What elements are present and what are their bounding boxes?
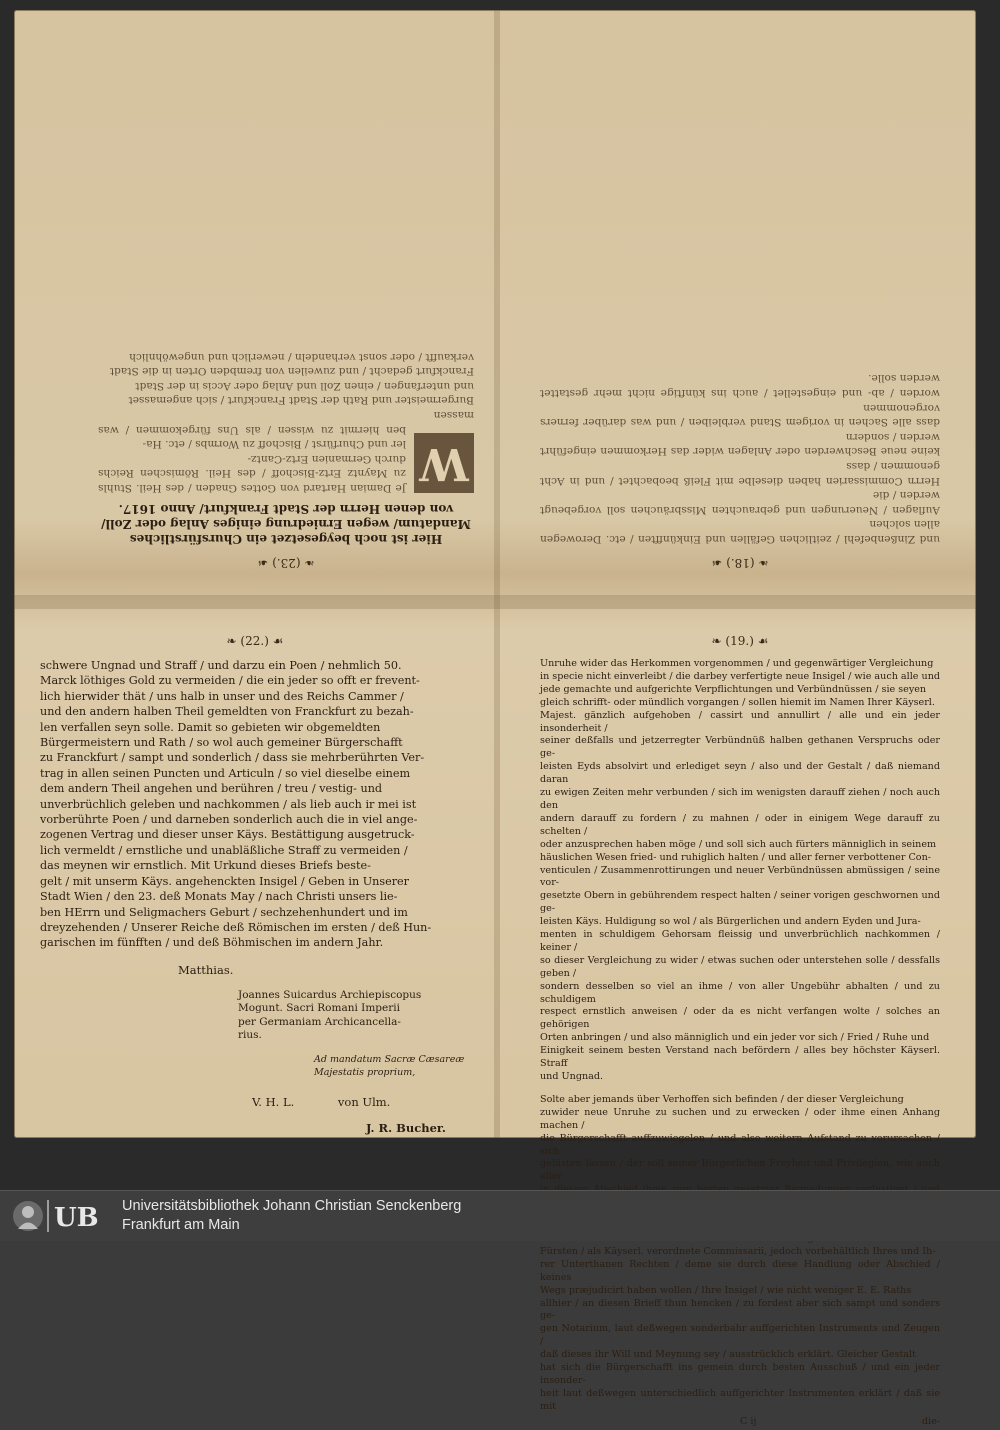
page-number: (22.) (240, 634, 269, 648)
text-line: Fürsten / als Käyserl. verordnete Commissarii, jedoch vorbehältlich Ihres und Ih- (540, 1245, 936, 1257)
text-line: seiner deßfalls und jetzerregter Verbündnüß halben gethanen Verspruchs oder ge- (540, 735, 940, 760)
lower-right-page: ❧ (19.) ☙ Unruhe wider das Herkommen vorgenommen / und gegenwärtiger Vergleichung in specie nicht einverleibt / die darbey verfertigte neue Insigel / wie auch alle und jede gemachte und aufgerichte Verpflichtungen und Verbündnüssen / sie seyen gleich schrifft- oder mündlich vorgangen / sollen hiemit im Namen Ihrer Käyserl. Majest. gänzlich aufgehoben / cassirt und annullirt / alle und ein jeder insonderheit / seiner deßfalls und jetzerregter Verbündnüß halben gethanen Verspruchs oder ge- leisten Eyds absolvirt und erlediget seyn / also und der Gestalt / daß niemand daran zu ewigen Zeiten mehr verbunden / sich im wenigsten darauff ziehen / noch auch den andern darauff zu fordern / zu mahnen / oder in einigem Wege darauff zu schelten / oder anzusprechen haben möge / und soll sich auch fürters männiglich in seinem häuslichen Wesen fried- und ruhiglich halten / und aller ferner verbottener Con- venticulen / Zusammenrottirungen und neuer Verbündnüssen abmüssigen / seine vor- gesetzte Obern in gebührendem respect halten / seiner vorigen geschwornen und ge- leisten Käys. Huldigung so wol / als Bürgerlichen und andern Eyden und Jura- menten in schuldigem Gehorsam fleissig und unverbrüchlich nachkommen / keiner / so dieser Vergleichung zu wider / etwas suchen oder unterstehen solle / dessfalls geben / sondern desselben so viel an ihme / von aller Ungebühr abhalten / und zu schuldigem respect ernstlich anweisen / oder da es nicht verfangen wolte / solches an gehörigen Orten anbringen / und also männiglich und ein jeder vor sich / Fried / Ruhe und Einigkeit seinem besten Verstand nach befördern / alles bey höchster Käyserl. Straff und Ungnad. Solte aber jemands über Verhoffen sich befinden / der dieser Vergleichung zuwider neue Unruhe zu suchen und zu erwecken / oder ihme einen Anhang machen / die Bürgerschafft auffzuwiegelen / und also weitern Aufstand zu verursachen / sich gelüsten lassen / der soll seiner Bürgerlichen Freyheit und Privilegien, wie auch aller Fürsten / als Käyserl. verordnete Commissarii, jedoch vorbehältlich Ihres und Ih- rer Unterthanen Rechten / deme sie durch diese Handlung oder Abschied / keines Wegs præjudicirt haben wollen / Ihre Insigel / wie nicht weniger E. E. Raths allhier / an diesen Brieff thun hencken / zu fordest aber sich sampt und sonders ge- gen Notarium, laut deßwegen sonderbahr auffgerichten Instruments und Zeugen / daß dieses ihr Will und Meynung sey / ausstrücklich erklärt. Gleicher Gestalt hat sich die Bürgerschafft ins gemein durch besten Ausschuß / und ein jeder insonder- heit laut deßwegen unterschiedlich auffgerichter Instrumenten erklärt / daß sie mit C ij die- (540, 634, 941, 1427)
text-line: per Germaniam Archicancella- (238, 1015, 401, 1028)
text-line: vorberührte Poen / und darneben sonderlich auch die in viel ange- (40, 813, 418, 827)
text-line: unverbrüchlich geleben und nachkommen / als lieb auch ir mei ist (40, 797, 417, 811)
text-line: garischen im fünfften / und deß Böhmischen im andern Jahr. (40, 936, 384, 950)
text-line: dass alle Sachen in vorigem Stand verbleiben / und was darüber ferners vorgenommen (540, 401, 940, 429)
catchword: die- (921, 1415, 940, 1427)
text-line: ler und Churfürst / Bischoff zu Wormbs / etc. Ha- (142, 438, 406, 451)
mandatum-block (314, 1053, 470, 1079)
text-line: Bürgermeistern und Rath / so wol auch gemeiner Bürgerschafft (40, 736, 403, 750)
von-ulm: von Ulm. (337, 1094, 391, 1109)
library-footer (0, 1190, 1000, 1241)
text-line: Solte aber jemands über Verhoffen sich befinden / der dieser Vergleichung (540, 1093, 904, 1105)
dropcap-initial: W (414, 433, 474, 493)
page-number: (23.) (272, 556, 301, 570)
text-line: gelüsten lassen / der soll seiner Bürgerlichen Freyheit und Privilegien, wie auch aller (540, 1158, 940, 1183)
text-line: andern darauff zu fordern / zu mahnen / oder in einigem Wege darauff zu schelten / (540, 812, 940, 837)
text-line: ben HErrn und Seligmachers Geburt / sechzehenhundert und im (40, 905, 408, 919)
text-line: menten in schuldigem Gehorsam fleissig und unverbrüchlich nachkommen / keiner / (540, 929, 940, 953)
text-line: ben hiermit zu wissen / als Uns fürgekommen / was massen (98, 409, 474, 436)
text-line: in specie nicht einverleibt / die darbey verfertigte neue Insigel / wie auch alle und (540, 670, 941, 682)
vertical-fold (494, 10, 500, 1138)
text-line: trag in allen seinen Puncten und Articuln / so viel dieselbe einem (40, 766, 411, 780)
page-number: (18.) (726, 556, 755, 570)
text-line: zu ewigen Zeiten mehr verbunden / sich im wenigsten darauff ziehen / noch auch den (540, 787, 940, 811)
text-line: Burgermeister und Rath der Stadt Franckfurt / sich angemasset (128, 394, 474, 407)
text-line: dreyzehenden / Unserer Reiche deß Römischen im ersten / deß Hun- (40, 920, 432, 934)
text-line: gelt / mit unserm Käys. angehenckten Insigel / Geben in Unserer (40, 874, 410, 888)
text-line: leisten Käys. Huldigung so wol / als Bürgerlichen und andern Eyden und Jura- (540, 916, 921, 928)
text-line: und Ungnad. (540, 1071, 604, 1082)
text-line: gleich schrifft- oder mündlich vorgangen / sollen hiemit im Namen Ihrer Käyserl. (540, 696, 935, 708)
signature-mark: C ij (740, 1415, 757, 1427)
text-line: das meynen wir ernstlich. Mit Urkund dieses Briefs beste- (40, 859, 371, 873)
text-line: len verfallen seyn solle. Damit so gebieten wir obgemeldten (40, 720, 381, 734)
bucher-signature: J. R. Bucher. (366, 1120, 446, 1135)
text-line: Wegs præjudicirt haben wollen / Ihre Insigel / wie nicht weniger E. E. Raths (540, 1284, 912, 1296)
text-line: gesetzte Obern in gebührendem respect halten / seiner vorigen geschwornen und ge- (540, 890, 940, 915)
ub-logo-icon (10, 1196, 110, 1236)
lower-left-page: ❧ (22.) ☙ schwere Ungnad und Straff / und darzu ein Poen / nehmlich 50. Marck löthiges Gold zu vermeiden / die ein jeder so offt er frevent- lich hierwider thät / uns halb in unser und des Reichs Cammer / und den andern halben Theil gemeldten von Franckfurt zu bezah- len verfallen seyn solle. Damit so gebieten wir obgemeldten Bürgermeistern und Rath / so wol auch gemeiner Bürgerschafft zu Franckfurt / sampt und sonderlich / dass sie mehrberührten Ver- trag in allen seinen Puncten und Articuln / so viel dieselbe einem dem andern Theil angehen und berühren / treu / vestig- und unverbrüchlich geleben und nachkommen / als lieb auch ir mei ist vorberührte Poen / und darneben sonderlich auch die in viel ange- zogenen Vertrag und dieser unser Käys. Bestättigung ausgetruck- lich vermeldt / ernstliche und unabläßliche Straff zu vermeiden / das meynen wir ernstlich. Mit Urkund dieses Briefs beste- gelt / mit unserm Käys. angehenckten Insigel / Geben in Unserer Stadt Wien / den 23. deß Monats May / nach Christi unsers lie- ben HErrn und Seligmachers Geburt / sechzehenhundert und im dreyzehenden / Unserer Reiche deß Römischen im ersten / deß Hun- garischen im fünfften / und deß Böhmischen im andern Jahr. Matthias. Joannes Suicardus Archiepiscopus Mogunt. Sacri Romani Imperii per Germaniam Archicancella- rius. Ad mandatum Sacræ Cæsareæ Majestatis proprium, V. H. L. von Ulm. J. R. Bucher. (40, 634, 470, 1104)
page-number: (19.) (725, 634, 754, 648)
upper-right-lines (540, 371, 940, 546)
text-line: oder anzusprechen haben möge / und soll sich auch fürters männiglich in seinem (540, 838, 937, 850)
text-line: Franckfurt gedacht / und zuweilen von frembden Orten in die Stadt (109, 365, 474, 378)
text-line: hat sich die Bürgerschafft ins gemein durch besten Ausschuß / und ein jeder insonder- (540, 1362, 940, 1386)
text-line: die Bürgerschafft auffzuwiegelen / und also weitern Aufstand zu verursachen / sich (540, 1132, 940, 1157)
upper-left-page: ❧ (23.) ☙ Hier ist noch beygesetzet ein Chursfürstliches Mandatum/ wegen Erniedrung einiges Anlag oder Zoll/ von denen Herrn der Stadt Frankfurt/ Anno 1617. W Je Damian Hartard von Gottes Gnaden / des Heil. Stuhls zu Mayntz Ertz-Bischoff / des Heil. Römischen Reichs durch Germanien Ertz-Cantz- ler und Churfürst / Bischoff zu Wormbs / etc. Ha- ben hiermit zu wissen / als Uns fürgekommen / was massen Burgermeister und Rath der Stadt Franckfurt / sich angemasset und unterfangen / einen Zoll und Anlag oder Accis in der Stadt Franckfurt gedacht / und zuweilen von frembden Orten in die Stadt verkaufft / oder sonst verhandeln / newerlich und ungewöhnlich (98, 350, 474, 570)
text-line: häuslichen Wesen fried- und ruhiglich halten / und aller ferner verbottener Con- (540, 851, 931, 863)
horizontal-fold (14, 595, 976, 609)
text-line: Auflagen / Neuerungen und gebrauchten Missbräuchen soll vorgebeugt werden / die (540, 489, 940, 516)
text-line: zuwider neue Unruhe zu suchen und zu erwecken / oder ihme einen Anhang machen / (540, 1106, 940, 1131)
text-line: zogenen Vertrag und dieser unser Käys. Bestättigung ausgetruck- (40, 828, 415, 842)
text-line: rer Unterthanen Rechten / deme sie durch diese Handlung oder Abschied / keines (540, 1258, 940, 1283)
vhl-initials: V. H. L. (252, 1094, 295, 1109)
text-line: worden / ab- und eingestellet / auch ins künftige nicht mehr gestattet werden solle. (540, 372, 940, 400)
text-line: Einigkeit seinem besten Verstand nach befördern / alles bey höchster Käyserl. Straff (540, 1045, 940, 1070)
text-line: und den andern halben Theil gemeldten von Franckfurt zu bezah- (40, 705, 414, 719)
text-line: und Zinßenbefehl / zeitlichen Gefällen und Einkünfften / etc. Derowegen allen solchen (540, 518, 940, 545)
library-name: Universitätsbibliothek Johann Christian Senckenberg (122, 1198, 462, 1214)
upper-right-page: ❧ (18.) ☙ und Zinßenbefehl / zeitlichen Gefällen und Einkünfften / etc. Derowegen allen solchen Auflagen / Neuerungen und gebrauchten Missbräuchen soll vorgebeugt werden / die Herrn Commissarien haben dieselbe mit Fleiß beobachtet / und in Acht genommen / dass keine neue Beschwerden oder Anlagen wider das Herkommen eingeführt werden / sondern dass alle Sachen in vorigem Stand verbleiben / und was darüber ferners vorgenommen worden / ab- und eingestellet / auch ins künftige nicht mehr gestattet werden solle. (540, 372, 940, 570)
ub-logo-text: UB (54, 1203, 99, 1233)
text-line: sondern desselben so viel an ihme / von aller Ungebühr abhalten / und zu schuldigem (540, 980, 940, 1005)
lower-right-para1 (540, 658, 940, 1084)
text-line: Stadt Wien / den 23. deß Monats May / nach Christi unsers lie- (40, 890, 398, 904)
text-line: leisten Eyds absolvirt und erlediget seyn / also und der Gestalt / daß niemand daran (540, 761, 940, 786)
emperor-signature: Matthias. (178, 962, 234, 977)
text-line: Marck löthiges Gold zu vermeiden / die ein jeder so offt er frevent- (40, 674, 420, 688)
text-line: Unruhe wider das Herkommen vorgenommen / und gegenwärtiger Vergleichung (540, 658, 934, 669)
text-line: Mogunt. Sacri Romani Imperii (238, 1002, 400, 1015)
text-line: Ad mandatum Sacræ Cæsareæ (314, 1053, 465, 1065)
chancellor-block (238, 989, 470, 1043)
text-line: respect ernstlich anweisen / oder da es nicht verfangen wolte / solches an gehörigen (540, 1006, 940, 1031)
library-city: Frankfurt am Main (122, 1217, 240, 1233)
text-line: Joannes Suicardus Archiepiscopus (238, 988, 422, 1001)
text-line: jede gemachte und aufgerichte Verpflichtungen und Verbündnüssen / sie seyen (540, 683, 927, 695)
text-line: gen Notarium, laut deßwegen sonderbahr auffgerichten Instruments und Zeugen / (540, 1323, 940, 1348)
text-line: Orten anbringen / und also männiglich und ein jeder vor sich / Fried / Ruhe und (540, 1032, 930, 1044)
text-line: daß dieses ihr Will und Meynung sey / ausstrücklich erklärt. Gleicher Gestalt (540, 1349, 916, 1361)
text-line: keine neue Beschwerden oder Anlagen wider das Herkommen eingeführt werden / sondern (540, 430, 940, 458)
text-line: rius. (238, 1029, 262, 1042)
text-line: zu Franckfurt / sampt und sonderlich / dass sie mehrberührten Ver- (40, 751, 425, 765)
text-line: Majestatis proprium, (314, 1066, 416, 1078)
text-line: allhier / an diesen Brieff thun hencken / zu fordest aber sich sampt und sonders ge- (540, 1297, 940, 1322)
text-line: so dieser Vergleichung zu wider / etwas suchen oder unterstehen solle / dessfalls geben / (540, 954, 940, 979)
text-line: Je Damian Hartard von Gottes Gnaden / des Heil. Stuhls zu Mayntz Ertz-Bischoff / des Heil. Römischen Reichs durch Germanien Ertz-Cantz- (98, 452, 406, 494)
text-line: venticulen / Zusammenrottirungen und neuer Verbündnüssen abmüssigen / seine vor- (540, 864, 940, 889)
text-line: schwere Ungnad und Straff / und darzu ein Poen / nehmlich 50. (40, 659, 402, 672)
text-line: lich vermeldt / ernstliche und unabläßliche Straff zu vermeiden / (40, 843, 408, 857)
text-line: lich hierwider thät / uns halb in unser und des Reichs Cammer / (40, 689, 404, 703)
text-line: verkaufft / oder sonst verhandeln / newerlich und ungewöhnlich (129, 350, 474, 363)
text-line: und unterfangen / einen Zoll und Anlag oder Accis in der Stadt (135, 379, 474, 392)
lower-right-para3 (540, 1233, 940, 1414)
text-line: Herrn Commissarien haben dieselbe mit Fleiß beobachtet / und in Acht genommen / dass (540, 460, 940, 487)
text-line: heit laut deßwegen unterschiedlich auffgerichter Instrumenten erklärt / daß sie mit (540, 1387, 940, 1412)
text-line: Majest. gänzlich aufgehoben / cassirt und annullirt / alle und ein jeder insonderheit / (540, 709, 940, 734)
lower-left-lines (40, 658, 470, 951)
mandate-title: Hier ist noch beygesetzet ein Chursfürstliches Mandatum/ wegen Erniedrung einiges Anlag oder Zoll/ von denen Herrn der Stadt Frankfurt/ Anno 1617. (101, 502, 471, 546)
text-line: dem andern Theil angehen und berühren / treu / vestig- und (40, 782, 383, 796)
